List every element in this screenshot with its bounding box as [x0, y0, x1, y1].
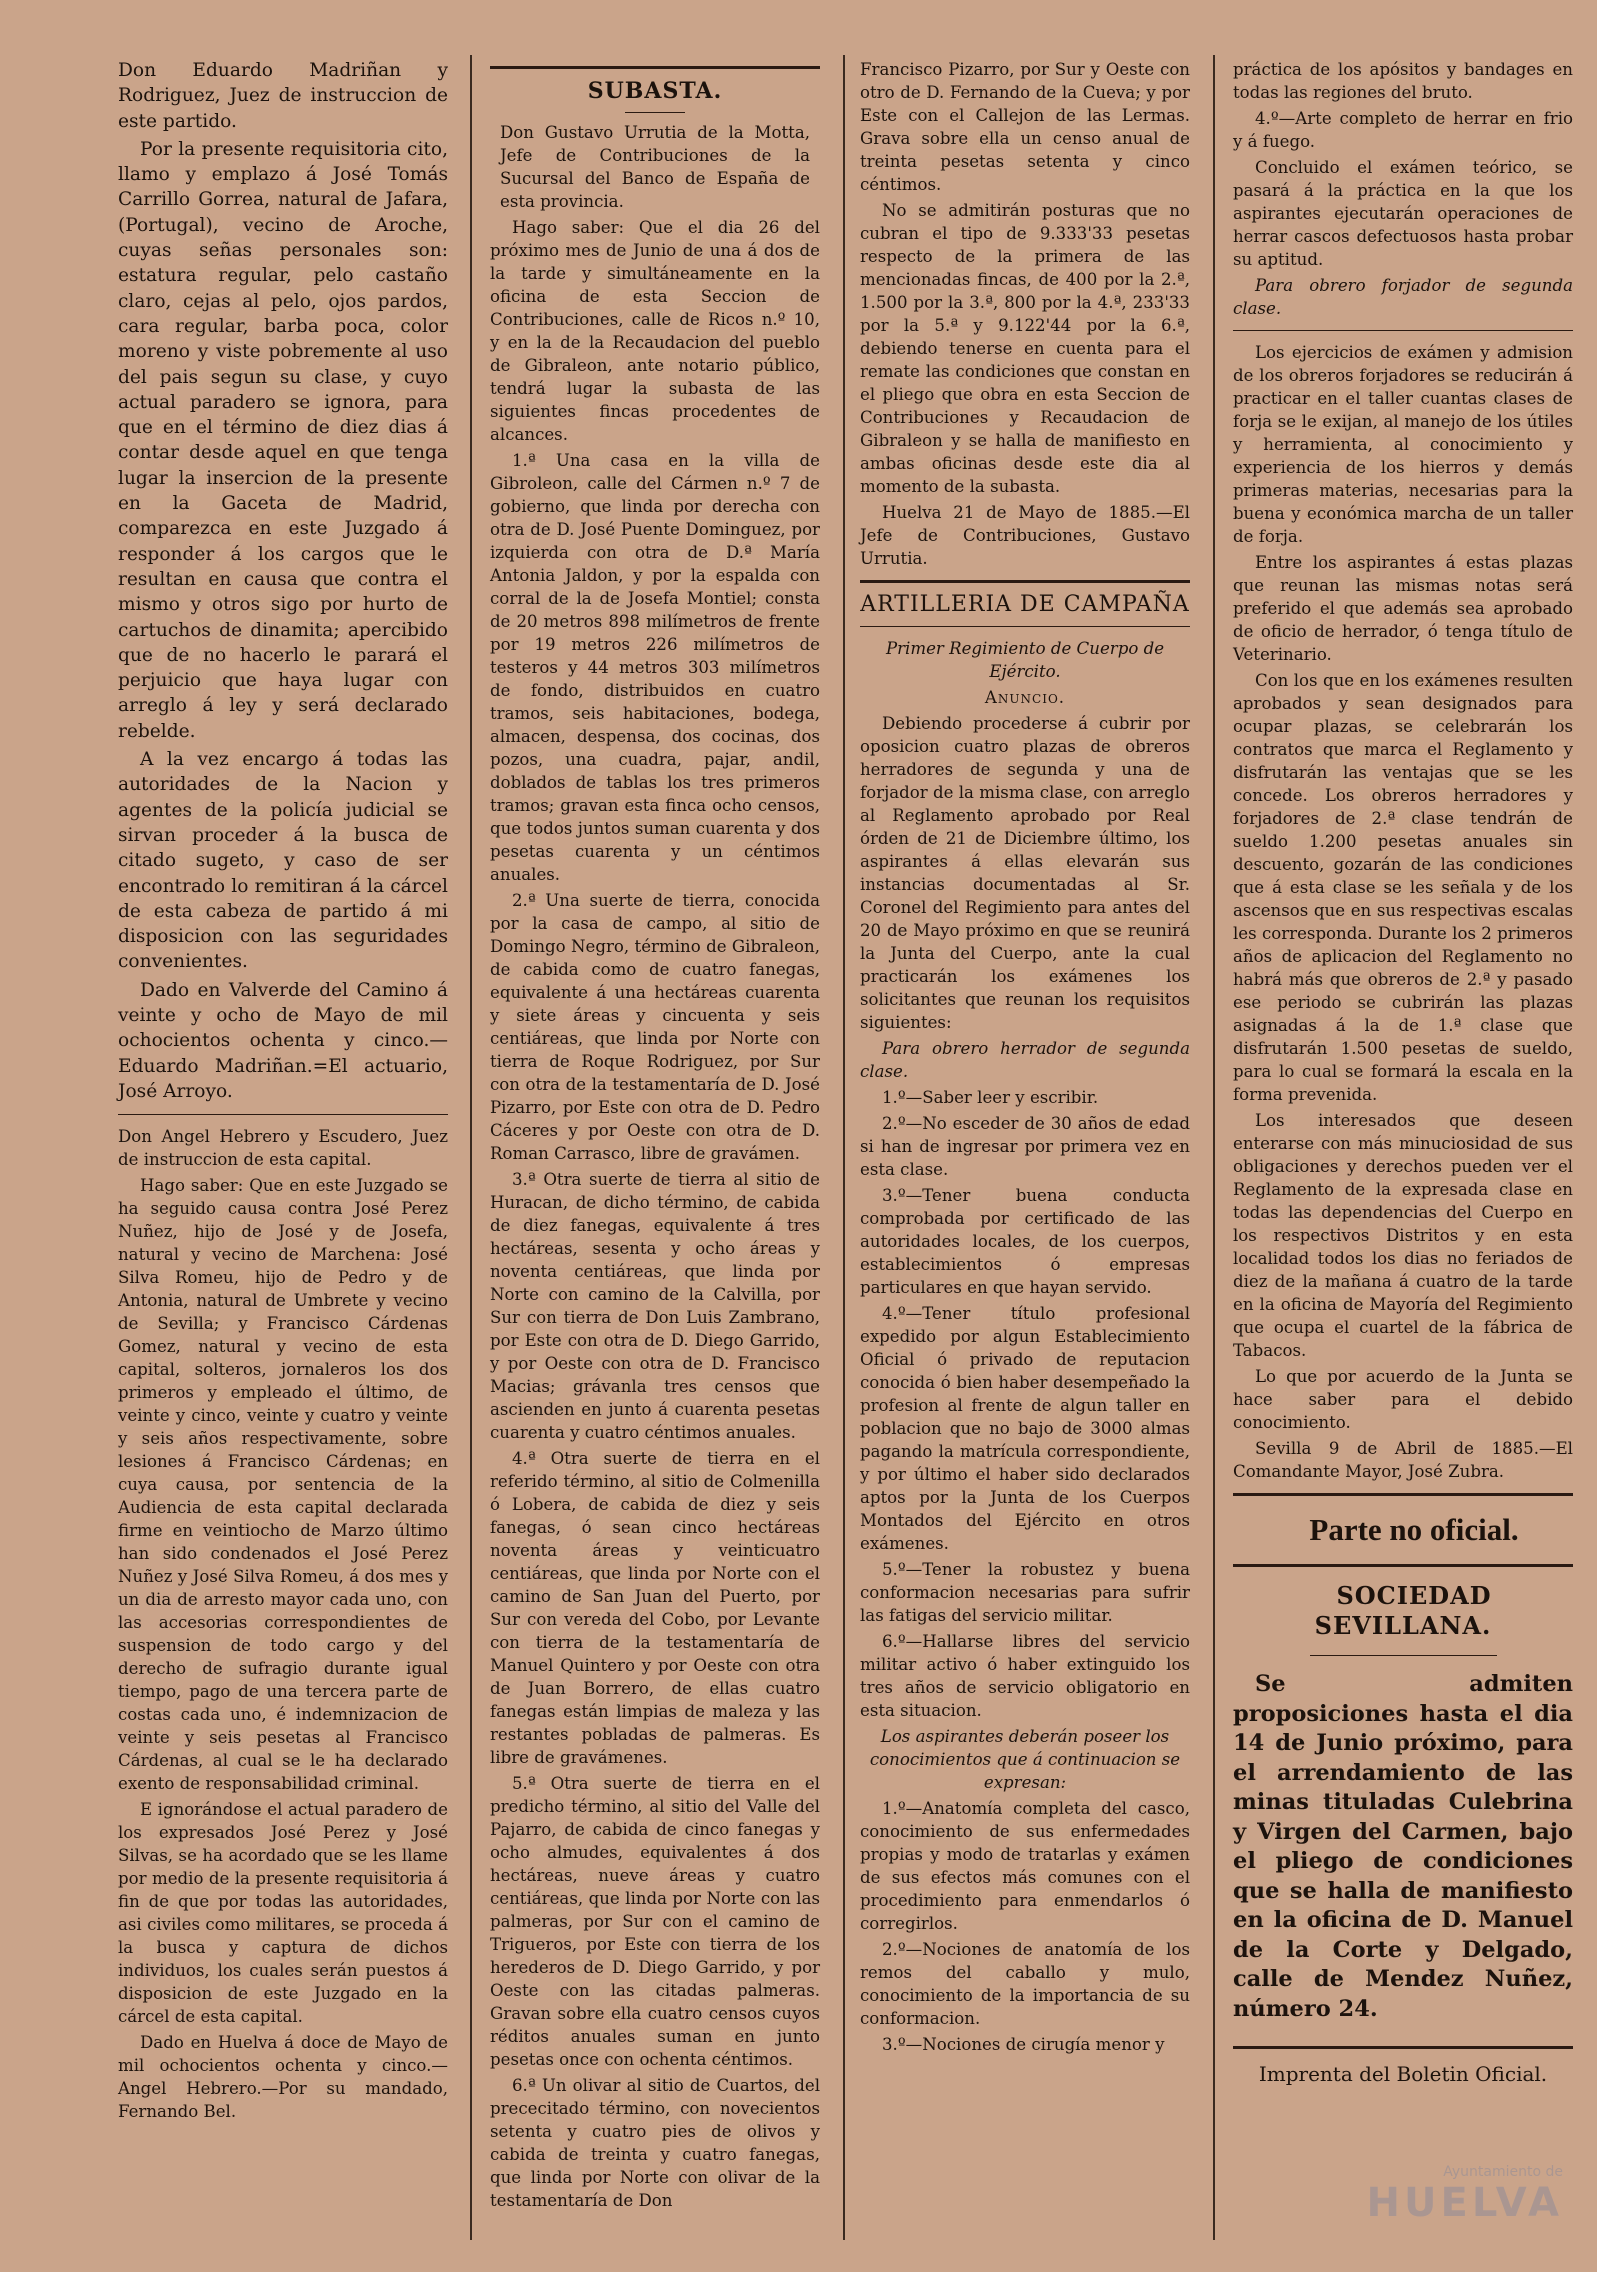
- edict-2-body: E ignorándose el actual paradero de los expresados José Perez y José Silvas, se ha acordado que se les llame por medio de la presente requisitoria á fin de que por todas las autoridades, asi civiles como militares, se proceda á la busca y captura de dichos individuos, los cuales serán puestos á disposicion de este Juzgado en la cárcel de esta capital.: [118, 1800, 448, 2027]
- divider: [490, 66, 820, 69]
- divider: [1233, 330, 1573, 331]
- edict-2-header: Don Angel Hebrero y Escudero, Juez de instruccion de esta capital.: [118, 1127, 448, 1170]
- knowledge-item: Concluido el exámen teórico, se pasará á la práctica en la que los aspirantes ejecutarán operaciones de herrar cascos defectuosos hasta probar su aptitud.: [1233, 158, 1573, 269]
- divider: [1233, 1493, 1573, 1496]
- requirement: 1.º—Saber leer y escribir.: [882, 1088, 1099, 1107]
- subasta-paragraph: 1.ª Una casa en la villa de Gibroleon, calle del Cármen n.º 7 de gobierno, que linda por derecha con otra de D. José Puente Dominguez, por izquierda con otra de D.ª María Antonia Jaldon, y por la espalda con corral de la de Josefa Montiel; consta de 20 metros 898 milímetros de frente por 19 metros 226 milímetros de testeros y 44 metros 303 milímetros de fondo, distribuidos en cuatro tramos, seis habitaciones, bodega, almacen, despensa, dos cocinas, dos pozos, una cuadra, pajar, andil, doblados de tablas los tres primeros tramos; gravan esta finca ocho censos, que todos juntos suman cuarenta y dos pesetas cuarenta y un céntimos anuales.: [490, 451, 820, 885]
- divider: [118, 1114, 448, 1115]
- forjador-signature: Sevilla 9 de Abril de 1885.—El Comandante Mayor, José Zubra.: [1233, 1439, 1573, 1481]
- requirement: 2.º—No esceder de 30 años de edad si han de ingresar por primera vez en esta clase.: [860, 1114, 1190, 1179]
- edict-1-body: A la vez encargo á todas las autoridades de la Nacion y agentes de la policía judicial se sirvan proceder á la busca de citado sugeto, y caso de ser encontrado lo remitiran á la cárcel de esta cabeza de partido á mi disposicion con las seguridades convenientes.: [118, 749, 448, 973]
- requirement: 5.º—Tener la robustez y buena conformacion necesarias para sufrir las fatigas del servicio militar.: [860, 1560, 1190, 1625]
- knowledge-item: 4.º—Arte completo de herrar en frio y á fuego.: [1233, 109, 1573, 151]
- subasta-intro: Don Gustavo Urrutia de la Motta, Jefe de Contribuciones de la Sucursal del Banco de España de esta provincia.: [500, 123, 810, 212]
- divider: [1233, 1564, 1573, 1567]
- knowledge-item: 3.º—Nociones de cirugía menor y: [882, 2035, 1165, 2054]
- knowledge-item: 1.º—Anatomía completa del casco, conocimiento de sus enfermedades propias y modo de tratarlas y exámen de sus efectos más comunes con el procedimiento para enmendarlos ó corregirlos.: [860, 1799, 1190, 1933]
- forjador-paragraph: Entre los aspirantes á estas plazas que reunan las mismas notas será preferido el que además sea aprobado de oficio de herrador, ó tenga título de Veterinario.: [1233, 553, 1573, 664]
- knowledge-subheading: Los aspirantes deberán poseer los conocimientos que á continuacion se expresan:: [869, 1727, 1181, 1792]
- subasta-paragraph: 3.ª Otra suerte de tierra al sitio de Huracan, de dicho término, de cabida de diez fanegas, equivalente á tres hectáreas, sesenta y ocho áreas y noventa centiáreas, que linda por Norte con camino de la Calvilla, por Sur con tierra de Don Luis Zambrano, por Este con otra de D. Diego Garrido, y por Oeste con otra de D. Francisco Macias; grávanla tres censos que ascienden en junto á cuarenta pesetas cuarenta y cuatro céntimos anuales.: [490, 1170, 820, 1443]
- anuncio-body: Debiendo procederse á cubrir por oposicion cuatro plazas de obreros herradores de segunda y una de forjador de la misma clase, con arreglo al Reglamento aprobado por Real órden de 21 de Diciembre último, los aspirantes á ellas elevarán sus instancias documentadas al Sr. Coronel del Regimiento para antes del 20 de Mayo próximo en que se reunirá la Junta del Cuerpo, ante la cual practicarán los exámenes los solicitantes que reunan los requisitos siguientes:: [860, 714, 1190, 1032]
- edict-2-body: Hago saber: Que en este Juzgado se ha seguido causa contra José Perez Nuñez, hijo de José y de Josefa, natural y vecino de Marchena: José Silva Romeu, hijo de Pedro y de Antonia, natural de Umbrete y vecino de Sevilla; y Francisco Cárdenas Gomez, natural y vecino de esta capital, solteros, jornaleros los dos primeros y empleado el último, de veinte y cinco, veinte y cuatro y veinte y seis años respectivamente, sobre lesiones á Francisco Cárdenas; en cuya causa, por sentencia de la Audiencia de esta capital declarada firme en veintiocho de Marzo último han sido condenados el José Perez Nuñez y José Silva Romeu, á dos mes y un dia de arresto mayor cada uno, con las accesorias correspondientes de suspension de todo cargo y del derecho de sufragio durante igual tiempo, pago de una tercera parte de costas cada uno, é indemnizacion de veinte y seis pesetas al Francisco Cárdenas, al cual se le ha declarado exento de responsabilidad criminal.: [118, 1176, 448, 1794]
- edict-2: [118, 1125, 448, 2123]
- divider: [860, 626, 1190, 627]
- divider: [860, 580, 1190, 583]
- divider: [1233, 2046, 1573, 2049]
- watermark-line: Ayuntamiento de: [1443, 2164, 1563, 2180]
- column-rule: [470, 55, 472, 2240]
- column-1: [118, 58, 448, 2126]
- column-2: [490, 58, 820, 2215]
- subasta-paragraph: 6.ª Un olivar al sitio de Cuartos, del prececitado término, con novecientos setenta y cuatro pies de olivos y cabida de treinta y cuatro fanegas, que linda por Norte con olivar de la testamentaría de Don: [490, 2076, 820, 2211]
- regimiento-subheading: Primer Regimiento de Cuerpo de Ejército.: [885, 639, 1165, 681]
- watermark-line: HUELVA: [1366, 2180, 1563, 2226]
- short-divider: [1310, 1655, 1497, 1656]
- subasta-signature: Huelva 21 de Mayo de 1885.—El Jefe de Contribuciones, Gustavo Urrutia.: [860, 503, 1190, 568]
- edict-1-body: Por la presente requisitoria cito, llamo y emplazo á José Tomás Carrillo Gorrea, natural de Jafara, (Portugal), vecino de Aroche, cuyas señas personales son: estatura regular, pelo castaño claro, cejas al pelo, ojos pardos, cara regular, barba poca, color moreno y viste pobremente al uso del pais segun su clase, y cuyo actual paradero se ignora, para que en el término de diez dias á contar desde aquel en que tenga lugar la insercion de la presente en la Gaceta de Madrid, comparezca en este Juzgado á responder á los cargos que le resultan en causa que contra el mismo y otros sigo por hurto de cartuchos de dinamita; apercibido que de no hacerlo le parará el perjuicio que haya lugar con arreglo á ley y será declarado rebelde.: [118, 138, 448, 742]
- short-divider: [625, 112, 684, 113]
- subasta-conditions: No se admitirán posturas que no cubran el tipo de 9.333'33 pesetas respecto de la primera de las mencionadas fincas, de 400 por la 2.ª, 1.500 por la 3.ª, 800 por la 4.ª, 233'33 por la 5.ª y 9.122'44 por la 6.ª, debiendo tenerse en cuenta para el remate las condiciones que constan en el pliego que obra en esta Seccion de Contribuciones y Recaudacion de Gibraleon y se halla de manifiesto en ambas oficinas desde este dia al momento de la subasta.: [860, 201, 1190, 496]
- ayuntamiento-watermark: [1333, 2164, 1563, 2244]
- artilleria-heading: ARTILLERIA DE CAMPAÑA: [860, 592, 1190, 617]
- subasta-body: [490, 216, 820, 2212]
- sociedad-heading: SOCIEDAD SEVILLANA.: [1314, 1581, 1492, 1640]
- knowledge-continued: práctica de los apósitos y bandages en todas las regiones del bruto.: [1233, 60, 1573, 102]
- column-rule: [843, 55, 845, 2240]
- forjador-paragraph: Los interesados que deseen enterarse con más minuciosidad de sus obligaciones y derechos pueden ver el Reglamento de la expresada clase en todas las dependencias del Cuerpo en los respectivos Distritos y en esta localidad todos los dias no feriados de diez de la mañana á cuatro de la tarde en la oficina de Mayoría del Regimiento que ocupa el cuartel de la fábrica de Tabacos.: [1233, 1111, 1573, 1360]
- subasta-paragraph: 4.ª Otra suerte de tierra en el referido término, al sitio de Colmenilla ó Lobera, de cabida de diez y seis fanegas, ó sean cinco hectáreas noventa áreas y veinticuatro centiáreas, que linda por Norte con el camino de San Juan del Puerto, por Sur con vereda del Cobo, por Levante con tierra de la testamentaría de Manuel Quintero y por Oeste con otra de Juan Borrero, de ellas cuatro fanegas están limpias de maleza y las restantes pobladas de palmeras. Es libre de gravámenes.: [490, 1449, 820, 1768]
- edict-1-header: Don Eduardo Madriñan y Rodriguez, Juez de instruccion de este partido.: [118, 60, 448, 132]
- knowledge-item: 2.º—Nociones de anatomía de los remos del caballo y mulo, conocimiento de la importancia de su conformacion.: [860, 1940, 1190, 2028]
- forjador-paragraph: Con los que en los exámenes resulten aprobados y sean designados para ocupar plazas, se celebrarán los contratos que marca el Reglamento y disfrutarán las ventajas que se les concede. Los obreros herradores y forjadores de 2.ª clase tendrán de sueldo 1.200 pesetas anuales sin descuento, gozarán de las condiciones que á esta clase se les señala y de los ascensos que en sus respectivas escalas les corresponda. Durante los 2 primeros años de aplicacion del Reglamento no habrá más que obreros de 2.ª y pasado ese periodo se cubrirán las plazas asignadas á la de 1.ª clase que disfrutarán 1.500 pesetas de sueldo, para lo cual se formará la escala en la forma prevenida.: [1233, 671, 1573, 1104]
- requirement: 6.º—Hallarse libres del servicio militar activo ó haber extinguido los tres años de servicio obligatorio en esta situacion.: [860, 1632, 1190, 1720]
- sociedad-notice: Se admiten proposiciones hasta el dia 14 de Junio próximo, para el arrendamiento de las minas tituladas Culebrina y Virgen del Carmen, bajo el pliego de condiciones que se halla de manifiesto en la oficina de D. Manuel de la Corte y Delgado, calle de Mendez Nuñez, número 24.: [1233, 1671, 1573, 2022]
- subasta-continued: Francisco Pizarro, por Sur y Oeste con otro de D. Fernando de la Cueva; y por Este con el Callejon de las Lermas. Grava sobre ella un censo anual de treinta pesetas setenta y cinco céntimos.: [860, 60, 1190, 194]
- column-3: [860, 58, 1190, 2059]
- herrador-subheading: Para obrero herrador de segunda clase.: [860, 1039, 1190, 1081]
- column-4: [1233, 58, 1573, 2089]
- requirement: 4.º—Tener título profesional expedido por algun Establecimiento Oficial ó privado de reputacion conocida ó bien haber desempeñado la profesion al frente de algun taller en poblacion que no bajo de 3000 almas pagando la matrícula correspondiente, y por último el haber sido declarados aptos por la Junta de los Cuerpos Montados del Ejército en otros exámenes.: [860, 1304, 1190, 1553]
- forjador-paragraph: Los ejercicios de exámen y admision de los obreros forjadores se reducirán á practicar en el taller cuantas clases de forja se le exijan, al manejo de los útiles y herramienta, al conocimiento y experiencia de los hierros y demás primeras materias, necesarias para la buena y económica marcha de un taller de forja.: [1233, 343, 1573, 546]
- forjador-subheading: Para obrero forjador de segunda clase.: [1233, 276, 1573, 318]
- requirement: 3.º—Tener buena conducta comprobada por certificado de las autoridades locales, de los cuerpos, establecimientos ó empresas particulares en que hayan servido.: [860, 1186, 1190, 1297]
- subasta-paragraph: 2.ª Una suerte de tierra, conocida por la casa de campo, al sitio de Domingo Negro, término de Gibraleon, de cabida como de cuatro fanegas, equivalente á una hectáreas cuarenta y siete áreas y cincuenta y seis centiáreas, que linda por Norte con tierra de Roque Rodriguez, por Sur con otra de la testamentaría de D. José Pizarro, por Este con otra de D. Pedro Cáceres y por Oeste con otra de D. Roman Carrasco, libre de gravámen.: [490, 891, 820, 1164]
- parte-no-oficial-heading: Parte no oficial.: [1309, 1512, 1519, 1547]
- forjador-paragraph: Lo que por acuerdo de la Junta se hace saber para el debido conocimiento.: [1233, 1367, 1573, 1432]
- subasta-paragraph: 5.ª Otra suerte de tierra en el predicho término, al sitio del Valle del Pajarro, de cabida de cinco fanegas y ocho almudes, equivalentes á dos hectáreas, nueve áreas y cuatro centiáreas, que linda por Norte con las palmeras, por Sur con el camino de Trigueros, por Este con tierra de los herederos de D. Diego Garrido, y por Oeste con las citadas palmeras. Gravan sobre ella cuatro censos cuyos réditos anuales suman en junto pesetas once con ochenta céntimos.: [490, 1774, 820, 2070]
- anuncio-label: Anuncio.: [984, 688, 1066, 707]
- subasta-paragraph: Hago saber: Que el dia 26 del próximo mes de Junio de una á dos de la tarde y simultáneamente en la oficina de esta Seccion de Contribuciones, calle de Ricos n.º 10, y en la de la Recaudacion del pueblo de Gibraleon, ante notario público, tendrá lugar la subasta de las siguientes fincas procedentes de alcances.: [490, 218, 820, 445]
- imprenta-footer: Imprenta del Boletin Oficial.: [1258, 2062, 1548, 2086]
- edict-1-signature: Dado en Valverde del Camino á veinte y ocho de Mayo de mil ochocientos ochenta y cinco.—Eduardo Madriñan.=El actuario, José Arroyo.: [118, 979, 448, 1102]
- subasta-heading: SUBASTA.: [587, 78, 723, 104]
- column-rule: [1213, 55, 1215, 2240]
- edict-2-signature: Dado en Huelva á doce de Mayo de mil ochocientos ochenta y cinco.—Angel Hebrero.—Por su mandado, Fernando Bel.: [118, 2033, 448, 2122]
